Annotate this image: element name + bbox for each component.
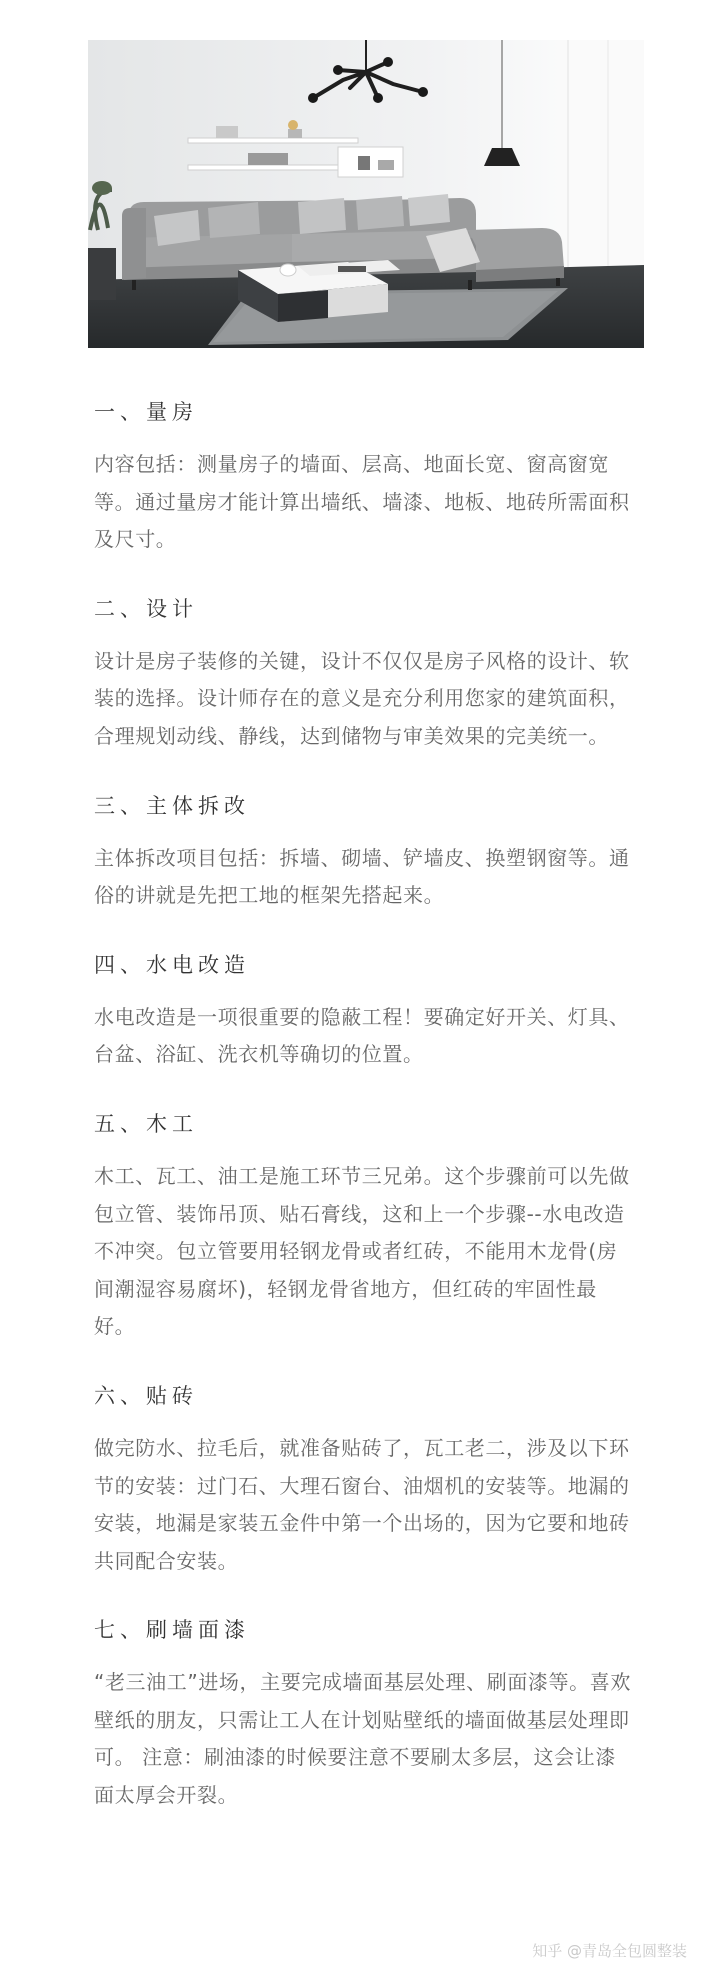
section-body: 做完防水、拉毛后，就准备贴砖了，瓦工老二，涉及以下环节的安装：过门石、大理石窗台、油烟机的安装等。地漏的安装，地漏是家装五金件中第一个出场的，因为它要和地砖共同配合安装。 (94, 1435, 630, 1573)
section-title: 三、主体拆改 (94, 793, 250, 818)
section-body: 木工、瓦工、油工是施工环节三兄弟。这个步骤前可以先做包立管、装饰吊顶、贴石膏线，这和上一个步骤--水电改造不冲突。包立管要用轻钢龙骨或者红砖，不能用木龙骨(房间潮湿容易腐坏)，轻钢龙骨省地方，但红砖的牢固性最好。 (94, 1163, 630, 1339)
section-body: “老三油工”进场，主要完成墙面基层处理、刷面漆等。喜欢壁纸的朋友，只需让工人在计划贴壁纸的墙面做基层处理即可。 注意：刷油漆的时候要注意不要刷太多层，这会让漆面太厚会开裂。 (94, 1670, 631, 1808)
zhihu-watermark: 知乎 @青岛全包圆整装 (532, 1942, 687, 1960)
section-title: 六、贴砖 (94, 1383, 198, 1408)
section-body: 内容包括：测量房子的墙面、层高、地面长宽、窗高窗宽等。通过量房才能计算出墙纸、墙漆、地板、地砖所需面积及尺寸。 (94, 452, 630, 552)
living-room-photo (88, 40, 644, 348)
section-title: 一、量房 (94, 400, 198, 424)
section-plumbing-electric (94, 945, 634, 1074)
section-title: 四、水电改造 (94, 952, 250, 977)
section-body: 水电改造是一项很重要的隐蔽工程！要确定好开关、灯具、台盆、浴缸、洗衣机等确切的位置。 (94, 1004, 630, 1067)
section-tiling (94, 1376, 634, 1580)
section-measure (94, 392, 634, 559)
section-carpentry (94, 1104, 634, 1346)
article-content (94, 392, 634, 1815)
section-wall-paint (94, 1610, 634, 1814)
section-title: 二、设计 (94, 596, 198, 621)
section-demolition (94, 786, 634, 915)
section-body: 主体拆改项目包括：拆墙、砌墙、铲墙皮、换塑钢窗等。通俗的讲就是先把工地的框架先搭起来。 (94, 845, 630, 908)
section-title: 七、刷墙面漆 (94, 1618, 250, 1643)
section-body: 设计是房子装修的关键，设计不仅仅是房子风格的设计、软装的选择。设计师存在的意义是充分利用您家的建筑面积，合理规划动线、静线，达到储物与审美效果的完美统一。 (94, 648, 630, 748)
section-title: 五、木工 (94, 1111, 198, 1136)
section-design (94, 589, 634, 756)
